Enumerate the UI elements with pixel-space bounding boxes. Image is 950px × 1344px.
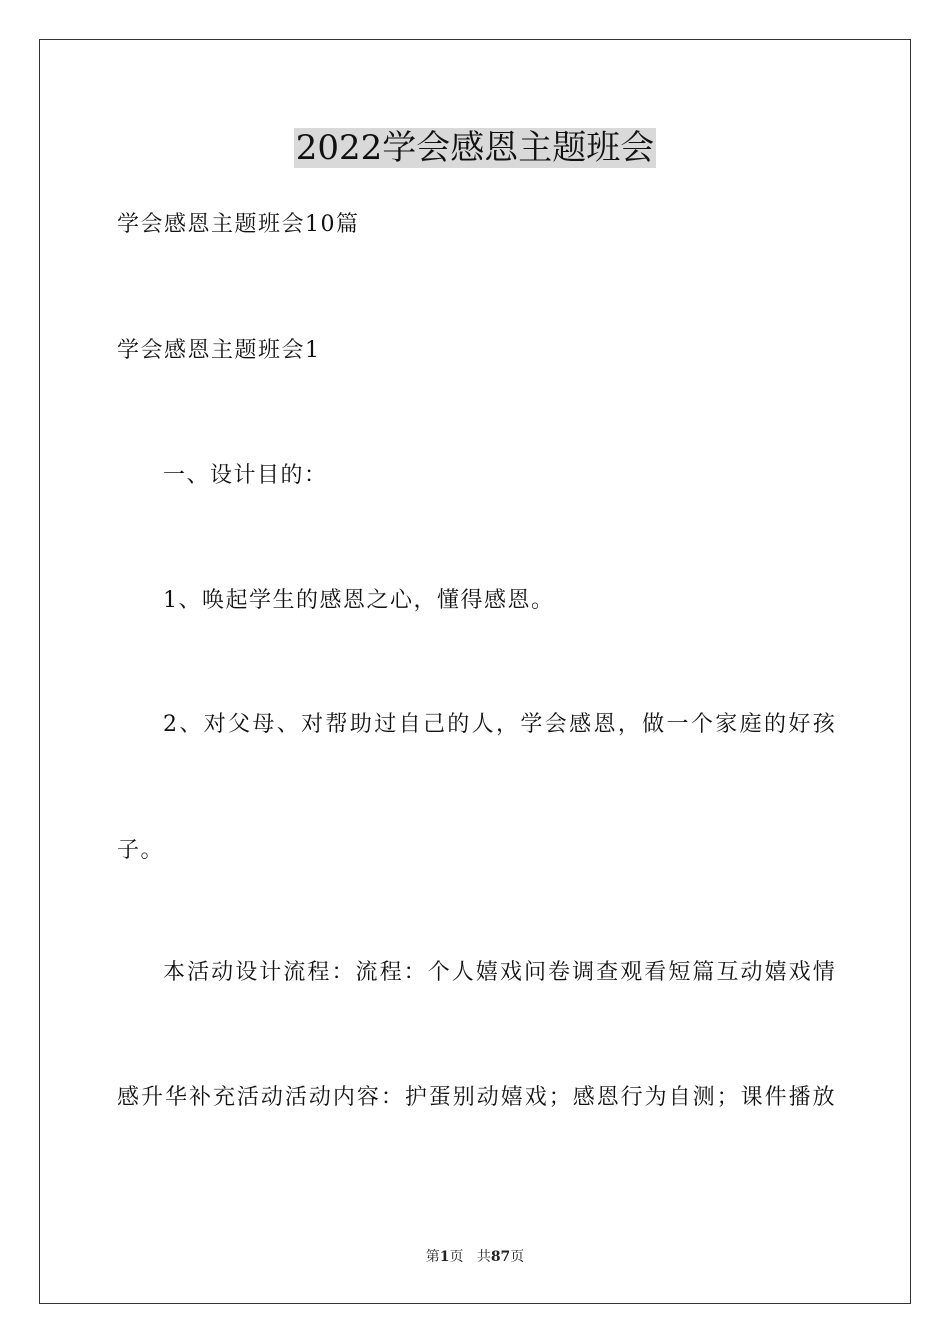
document-title-text: 2022学会感恩主题班会 <box>295 128 655 168</box>
line-char: ： <box>403 960 426 985</box>
line-char: 恩 <box>596 1085 619 1110</box>
footer-page-prefix: 第 <box>425 1249 440 1265</box>
footer-page-suffix: 页 <box>449 1249 464 1265</box>
line-char: 蛋 <box>428 1085 451 1110</box>
line-char: 别 <box>452 1085 475 1110</box>
line-char: 戏 <box>499 960 522 985</box>
line-char: 计 <box>259 960 282 985</box>
line-char: 容 <box>356 1085 379 1110</box>
line-char: 嬉 <box>764 960 787 985</box>
line-char: 的 <box>763 712 786 737</box>
line-char: 课 <box>740 1085 763 1110</box>
line-char: 会 <box>544 712 567 737</box>
line-char: 本 <box>163 960 186 985</box>
subtitle-line: 学会感恩主题班会10篇 <box>117 212 360 237</box>
line-char: 学 <box>520 712 543 737</box>
line-char: ， <box>617 712 640 737</box>
line-char: 个 <box>690 712 713 737</box>
line-char: 对 <box>301 712 324 737</box>
line-char: 程 <box>379 960 402 985</box>
line-char: 华 <box>164 1085 187 1110</box>
line-char: 自 <box>668 1085 691 1110</box>
line-char: 对 <box>203 712 226 737</box>
line-char: 人 <box>451 960 474 985</box>
line-char: 内 <box>332 1085 355 1110</box>
flow-paragraph-line-2 <box>117 1083 835 1113</box>
line-char: ， <box>496 712 519 737</box>
line-char: 2 <box>163 712 177 737</box>
line-char: 设 <box>235 960 258 985</box>
line-char: 测 <box>692 1085 715 1110</box>
list-item-1: 1、唤起学生的感恩之心，懂得感恩。 <box>163 588 555 613</box>
line-char: 感 <box>117 1085 140 1110</box>
list-item-2-line-1 <box>163 710 835 740</box>
line-char: 补 <box>188 1085 211 1110</box>
line-char: 庭 <box>739 712 762 737</box>
line-char: 感 <box>569 712 592 737</box>
line-char: 看 <box>644 960 667 985</box>
line-char: 感 <box>572 1085 595 1110</box>
flow-paragraph-line-1 <box>163 958 835 988</box>
line-char: 动 <box>211 960 234 985</box>
line-char: 程 <box>307 960 330 985</box>
line-char: 的 <box>447 712 470 737</box>
line-char: 充 <box>212 1085 235 1110</box>
line-char: ： <box>331 960 354 985</box>
line-char: 、 <box>276 712 299 737</box>
footer-page-number: 1 <box>439 1249 450 1265</box>
line-char: 流 <box>283 960 306 985</box>
line-char: 播 <box>788 1085 811 1110</box>
line-char: 查 <box>596 960 619 985</box>
line-char: 篇 <box>692 960 715 985</box>
line-char: 活 <box>236 1085 259 1110</box>
list-item-2-line-2: 子。 <box>117 838 165 863</box>
line-char: 行 <box>620 1085 643 1110</box>
line-char: 个 <box>427 960 450 985</box>
line-char: 动 <box>476 1085 499 1110</box>
line-char: 人 <box>471 712 494 737</box>
line-char: 嬉 <box>500 1085 523 1110</box>
footer-total-suffix: 页 <box>510 1249 525 1265</box>
line-char: 戏 <box>788 960 811 985</box>
line-char: 帮 <box>325 712 348 737</box>
line-char: 互 <box>716 960 739 985</box>
line-char: 、 <box>179 712 202 737</box>
line-char: 流 <box>355 960 378 985</box>
line-char: 问 <box>523 960 546 985</box>
footer-total-pages: 87 <box>490 1249 511 1265</box>
line-char: 嬉 <box>475 960 498 985</box>
line-char: 母 <box>252 712 275 737</box>
line-char: 短 <box>668 960 691 985</box>
line-char: 活 <box>284 1085 307 1110</box>
line-char: 家 <box>715 712 738 737</box>
line-char: 孩 <box>812 712 835 737</box>
line-char: 调 <box>572 960 595 985</box>
line-char: 护 <box>404 1085 427 1110</box>
line-char: 助 <box>349 712 372 737</box>
line-char: 一 <box>666 712 689 737</box>
line-char: ； <box>716 1085 739 1110</box>
line-char: 自 <box>398 712 421 737</box>
line-char: 恩 <box>593 712 616 737</box>
line-char: 好 <box>788 712 811 737</box>
line-char: 件 <box>764 1085 787 1110</box>
line-char: 活 <box>187 960 210 985</box>
line-char: 动 <box>308 1085 331 1110</box>
document-title <box>0 126 950 170</box>
heading-design-purpose: 一、设计目的： <box>163 463 328 488</box>
line-char: 己 <box>422 712 445 737</box>
footer-total-prefix: 共 <box>476 1249 491 1265</box>
page-footer <box>0 1247 950 1267</box>
section-title-line: 学会感恩主题班会1 <box>117 338 321 363</box>
line-char: 父 <box>228 712 251 737</box>
line-char: 戏 <box>524 1085 547 1110</box>
line-char: ； <box>548 1085 571 1110</box>
line-char: ： <box>380 1085 403 1110</box>
line-char: 情 <box>812 960 835 985</box>
line-char: 放 <box>812 1085 835 1110</box>
line-char: 升 <box>140 1085 163 1110</box>
line-char: 卷 <box>548 960 571 985</box>
line-char: 为 <box>644 1085 667 1110</box>
line-char: 过 <box>374 712 397 737</box>
line-char: 动 <box>260 1085 283 1110</box>
line-char: 做 <box>642 712 665 737</box>
line-char: 观 <box>620 960 643 985</box>
line-char: 动 <box>740 960 763 985</box>
